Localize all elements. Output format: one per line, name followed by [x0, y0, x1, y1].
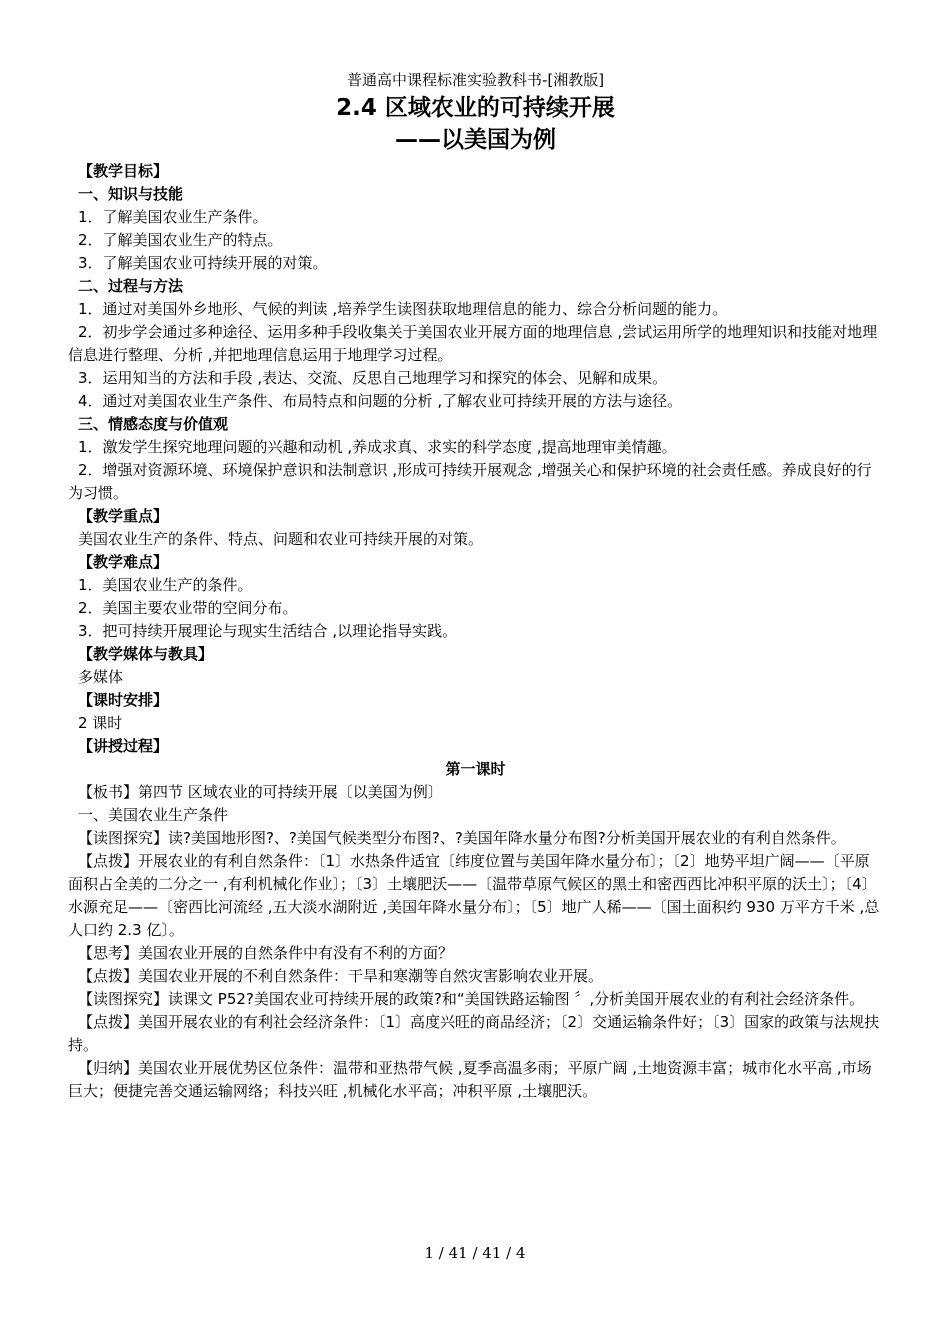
list-item: 3．了解美国农业可持续开展的对策。	[78, 254, 328, 272]
list-item: 4．通过对美国农业生产条件、布局特点和问题的分析 ,了解农业可持续开展的方法与途径。	[78, 392, 683, 410]
page-title: 2.4 区域农业的可持续开展	[336, 95, 615, 121]
list-item: 2．初步学会通过多种途径、运用多种手段收集关于美国农业开展方面的地理信息 ,尝试运用所学的地理知识和技能对地理信息进行整理、分析 ,并把地理信息运用于地理学习过程。	[68, 323, 878, 364]
media-text: 多媒体	[78, 668, 124, 686]
list-item: 1．美国农业生产的条件。	[78, 576, 253, 594]
list-item: 2．了解美国农业生产的特点。	[78, 231, 283, 249]
paragraph: 【读图探究】读?美国地形图?、?美国气候类型分布图?、?美国年降水量分布图?分析美国开展农业的有利自然条件。	[78, 829, 846, 847]
lesson-title: 第一课时	[445, 760, 506, 778]
schedule-text: 2 课时	[78, 714, 123, 732]
schedule-heading: 【课时安排】	[78, 691, 169, 709]
process-heading: 【讲授过程】	[78, 737, 169, 755]
objectives-heading: 【教学目标】	[78, 162, 169, 180]
paragraph: 【读图探究】读课文 P52?美国农业可持续开展的政策?和“美国铁路运输图 〞,分析美国开展农业的有利社会经济条件。	[78, 990, 865, 1008]
section-heading: 一、知识与技能	[78, 185, 184, 203]
key-points-heading: 【教学重点】	[78, 507, 169, 525]
paragraph: 【思考】美国农业开展的自然条件中有没有不利的方面？	[78, 944, 454, 962]
list-item: 1．通过对美国外乡地形、气候的判读 ,培养学生读图获取地理信息的能力、综合分析问题的能力。	[78, 300, 728, 318]
paragraph: 【板书】第四节 区域农业的可持续开展〔以美国为例〕	[78, 783, 443, 801]
list-item: 3．运用知当的方法和手段 ,表达、交流、反思自己地理学习和探究的体会、见解和成果。	[78, 369, 668, 387]
series-label: 普通高中课程标准实验教科书-[湘教版]	[346, 71, 605, 89]
key-points-text: 美国农业生产的条件、特点、问题和农业可持续开展的对策。	[78, 530, 484, 548]
page-subtitle: ——以美国为例	[395, 127, 556, 153]
section-heading: 三、情感态度与价值观	[78, 415, 229, 433]
paragraph: 【归纳】美国农业开展优势区位条件：温带和亚热带气候 ,夏季高温多雨；平原广阔 ,土地资源丰富；城市化水平高 ,市场巨大；便捷完善交通运输网络；科技兴旺 ,机械化水平高；冲积平原 ,土壤肥沃。	[68, 1059, 872, 1100]
list-item: 1．激发学生探究地理问题的兴趣和动机 ,养成求真、求实的科学态度 ,提高地理审美情趣。	[78, 438, 677, 456]
paragraph: 【点拨】开展农业的有利自然条件：〔1〕水热条件适宜〔纬度位置与美国年降水量分布〕；〔2〕地势平坦广阔——〔平原面积占全美的二分之一 ,有利机械化作业〕；〔3〕土壤肥沃——〔温带草原气候区的黑土和密西西比冲积平原的沃土〕；〔4〕水源充足——〔密西比河流经 ,五大淡水湖附近 ,美国年降水量分布〕；〔5〕地广人稀——〔国土面积约 930 万平方千米 ,总人口约 2.3 亿〕。	[68, 852, 880, 939]
list-item: 2．美国主要农业带的空间分布。	[78, 599, 298, 617]
paragraph: 【点拨】美国农业开展的不利自然条件：干旱和寒潮等自然灾害影响农业开展。	[78, 967, 604, 985]
document-body	[68, 70, 883, 1103]
page-number: 1 / 41 / 41 / 4	[424, 1244, 526, 1262]
paragraph: 【点拨】美国开展农业的有利社会经济条件：〔1〕高度兴旺的商品经济；〔2〕交通运输条件好；〔3〕国家的政策与法规扶持。	[68, 1013, 880, 1054]
list-item: 2．增强对资源环境、环境保护意识和法制意识 ,形成可持续开展观念 ,增强关心和保护环境的社会责任感。养成良好的行为习惯。	[68, 461, 872, 502]
list-item: 3．把可持续开展理论与现实生活结合 ,以理论指导实践。	[78, 622, 458, 640]
section-heading: 二、过程与方法	[78, 277, 184, 295]
paragraph: 一、美国农业生产条件	[78, 806, 229, 824]
difficulties-heading: 【教学难点】	[78, 553, 169, 571]
media-heading: 【教学媒体与教具】	[78, 645, 214, 663]
list-item: 1．了解美国农业生产条件。	[78, 208, 268, 226]
